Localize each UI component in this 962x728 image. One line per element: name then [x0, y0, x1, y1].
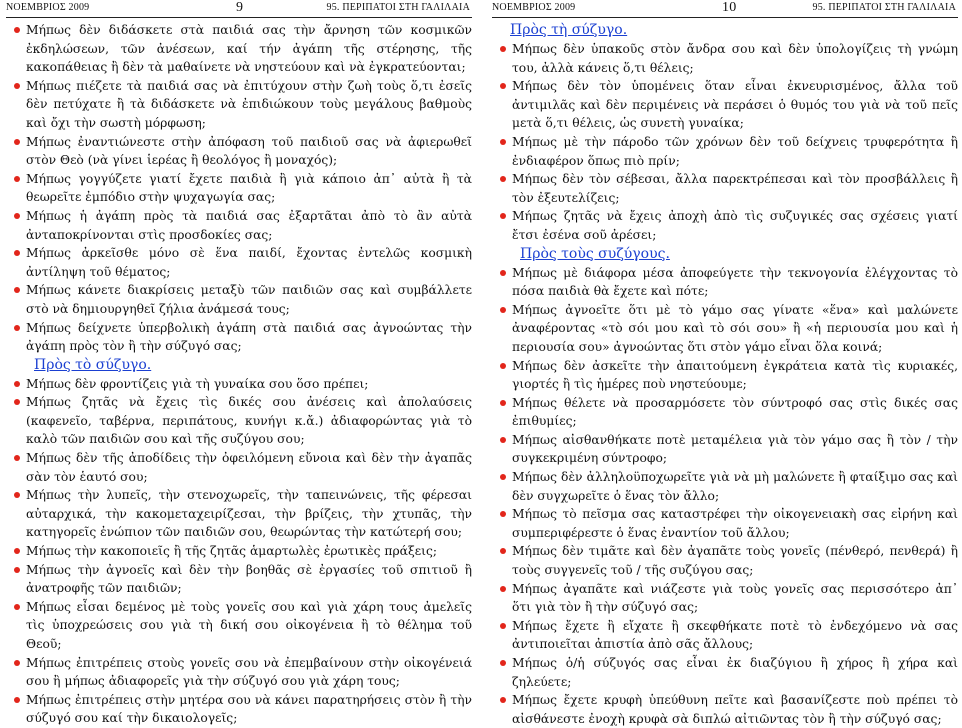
question-text: Μήπως δὲν τιμᾶτε καὶ δὲν ἀγαπᾶτε τοὺς γονεῖς (πένθερό, πενθερά) ἢ τοὺς συγγενεῖς τοῦ / τῆς συζύγου σας; [512, 544, 958, 578]
bullet-dot-icon [500, 307, 506, 313]
bullet-dot-icon [14, 455, 20, 461]
question-item [498, 468, 958, 505]
question-text: Μήπως δείχνετε ὑπερβολικὴ ἀγάπη στὰ παιδιά σας ἀγνοώντας τὴν ἀγάπη πρὸς τὸν ἢ τὴν σύζυγό σας; [26, 320, 472, 354]
section-heading-to-wife[interactable]: Πρὸς τὴ σύζυγο. [510, 22, 628, 38]
question-text: Μήπως ἔχετε κρυφὴ ὑπεύθυνη πεῖτε καὶ βασανίζεστε ποὺ πρέπει τὸ αἰσθάνεστε ἐνοχὴ κρυφὰ σὰ διπλώ αἰτιῶντας τὸν ἢ τὴν σύζυγό σας; [512, 693, 958, 726]
question-text: Μήπως ἡ ἀγάπη πρὸς τὰ παιδιά σας ἐξαρτᾶται ἀπὸ τὸ ἂν αὐτὰ ἀνταποκρίνονται στὶς προσδοκίες σας; [26, 208, 472, 242]
page-number: 10 [722, 0, 737, 15]
question-item [12, 375, 472, 394]
right-running-header [492, 0, 962, 16]
right-page-content [492, 18, 962, 728]
page-number: 9 [236, 0, 244, 15]
question-text: Μήπως δὲν τὸν σέβεσαι, ἄλλα παρεκτρέπεσαι καὶ τὸν προσβάλλεις ἢ τὸν ἐξευτελίζεις; [512, 172, 958, 205]
question-item [498, 691, 958, 728]
question-item [498, 207, 958, 244]
question-text: Μήπως γογγύζετε γιατί ἔχετε παιδιὰ ἢ γιὰ κάποιο ἀπ᾽ αὐτὰ ἢ τὰ θεωρεῖτε ἐμπόδιο στὴν ψυχαγωγία σας; [26, 171, 472, 205]
bullet-dot-icon [14, 399, 20, 405]
bullet-dot-icon [500, 400, 506, 406]
question-text: Μήπως θέλετε νὰ προσαρμόσετε τὸν σύντροφό σας στὶς δικές σας ἐπιθυμίες; [512, 395, 958, 429]
question-item [12, 319, 472, 356]
bullet-dot-icon [500, 511, 506, 517]
right-question-list-b [498, 264, 958, 728]
question-text: Μήπως ζητᾶς νὰ ἔχεις τὶς δικές σου ἀνέσεις καὶ ἀπολαύσεις (καφενεῖο, ταβέρνα, περιπάτους, κυνήγι κ.ἄ.) ἀδιαφορώντας γιὰ τὸ καλὸ τῶν παιδιῶν σου καὶ τῆς συζύγου σου; [26, 395, 472, 447]
bullet-dot-icon [500, 46, 506, 52]
question-text: Μήπως δὲν τὸν ὑπομένεις ὅταν εἶναι ἐκνευρισμένος, ἄλλα τοῦ ἀντιμιλᾶς καὶ δὲν περιμένεις νὰ περάσει ὁ θυμός του γιὰ νὰ τοῦ πεῖς μετὰ ὅ,τι θέλεις, ὡς συνετὴ γυναίκα; [512, 79, 958, 131]
bullet-dot-icon [14, 250, 20, 256]
question-item [498, 431, 958, 468]
bullet-dot-icon [14, 287, 20, 293]
bullet-dot-icon [500, 437, 506, 443]
question-text: Μήπως ζητᾶς νὰ ἔχεις ἀποχὴ ἀπὸ τὶς συζυγικές σας σχέσεις γιατί ἔτσι ἐσένα σοῦ ἀρέσει; [512, 209, 958, 242]
bullet-dot-icon [500, 697, 506, 703]
bullet-dot-icon [500, 586, 506, 592]
question-item [12, 598, 472, 654]
right-question-list-a [498, 40, 958, 245]
question-item [498, 301, 958, 357]
question-text: Μήπως δὲν ὑπακοῦς στὸν ἄνδρα σου καὶ δὲν ὑπολογίζεις τὴ γνώμη του, ἀλλὰ κάνεις ὅ,τι θέλεις; [512, 42, 958, 75]
question-item [498, 394, 958, 431]
question-text: Μήπως ἀρκεῖσθε μόνο σὲ ἕνα παιδί, ἔχοντας ἐντελῶς κοσμικὴ ἀντίληψη τοῦ θέματος; [26, 246, 472, 279]
bullet-dot-icon [14, 697, 20, 703]
bullet-dot-icon [500, 83, 506, 89]
question-item [12, 133, 472, 170]
question-item [12, 281, 472, 318]
question-item [12, 77, 472, 133]
left-question-list-a [12, 21, 472, 356]
question-item [12, 542, 472, 561]
question-item [498, 40, 958, 77]
question-text: Μήπως ἐπιτρέπεις στὴν μητέρα σου νὰ κάνει παρατηρήσεις στὸν ἢ τὴν σύζυγό σου καί τὴν δικαιολογεῖς; [26, 692, 472, 726]
bullet-dot-icon [500, 474, 506, 480]
bullet-dot-icon [14, 548, 20, 554]
question-text: Μήπως δὲν ἀσκεῖτε τὴν ἀπαιτούμενη ἐγκράτεια κατὰ τὶς κυριακές, γιορτές ἢ τὶς ἡμέρες ποὺ νηστεύουμε; [512, 358, 958, 392]
right-page [492, 0, 962, 726]
bullet-dot-icon [500, 623, 506, 629]
bullet-dot-icon [500, 548, 506, 554]
question-text: Μήπως ἐναντιώνεστε στὴν ἀπόφαση τοῦ παιδιοῦ σας νὰ ἀφιερωθεῖ στὸν Θεὸ (νὰ γίνει ἱερέας ἢ θεολόγος ἢ μοναχός); [26, 134, 472, 168]
question-text: Μήπως δὲν τῆς ἀποδίδεις τὴν ὀφειλόμενη εὔνοια καὶ δὲν τὴν ἀγαπᾶς σὰν τὸν ἑαυτό σου; [26, 451, 472, 484]
question-item [12, 561, 472, 598]
question-item [12, 207, 472, 244]
question-item [12, 691, 472, 728]
question-text: Μήπως ὁ/ἡ σύζυγός σας εἶναι ἐκ διαζύγιου ἢ χήρος ἢ χήρα καὶ ζηλεύετε; [512, 656, 958, 689]
bullet-dot-icon [14, 660, 20, 666]
question-text: Μήπως δὲν διδάσκετε στὰ παιδιά σας τὴν ἄρνηση τῶν κοσμικῶν ἐκδηλώσεων, τῶν ἀνέσεων, καί τήν ἀγάπη τῆς στέρησης, τῆς κακοπάθειας ἢ δὲν τὰ μαθαίνετε νὰ νηστεύουν καὶ νὰ ἐγκρατεύονται; [26, 23, 472, 75]
left-page-content [6, 18, 476, 728]
bullet-dot-icon [500, 363, 506, 369]
question-text: Μήπως κάνετε διακρίσεις μεταξὺ τῶν παιδιῶν σας καὶ συμβάλλετε στὸ νὰ δημιουργηθεῖ ζήλια ἀνάμεσά τους; [26, 283, 472, 316]
bullet-dot-icon [14, 83, 20, 89]
left-page [6, 0, 476, 726]
question-item [12, 170, 472, 207]
issue-title: 95. ΠΕΡΙΠΑΤΟΙ ΣΤΗ ΓΑΛΙΛΑΙΑ [812, 2, 956, 13]
question-item [498, 133, 958, 170]
bullet-dot-icon [500, 176, 506, 182]
bullet-dot-icon [500, 660, 506, 666]
question-item [498, 170, 958, 207]
section-heading-to-husband[interactable]: Πρὸς τὸ σύζυγο. [34, 356, 152, 373]
question-item [12, 654, 472, 691]
question-item [498, 357, 958, 394]
issue-title: 95. ΠΕΡΙΠΑΤΟΙ ΣΤΗ ΓΑΛΙΛΑΙΑ [326, 2, 470, 13]
bullet-dot-icon [500, 213, 506, 219]
bullet-dot-icon [14, 325, 20, 331]
question-item [12, 393, 472, 449]
question-item [498, 505, 958, 542]
left-running-header [6, 0, 476, 16]
bullet-dot-icon [14, 213, 20, 219]
bullet-dot-icon [14, 604, 20, 610]
section-heading-to-spouses[interactable]: Πρὸς τοὺς συζύγους. [520, 245, 670, 262]
question-text: Μήπως ἐπιτρέπεις στοὺς γονεῖς σου νὰ ἐπεμβαίνουν στὴν οἰκογένειά σου ἢ μήπως ἀδιαφορεῖς γιὰ τὴν σύζυγό σου γιὰ χάρη τους; [26, 655, 472, 689]
question-item [12, 449, 472, 486]
bullet-dot-icon [14, 139, 20, 145]
question-item [498, 77, 958, 133]
bullet-dot-icon [14, 381, 20, 387]
bullet-dot-icon [14, 567, 20, 573]
issue-date: ΝΟΕΜΒΡΙΟΣ 2009 [492, 2, 576, 13]
question-item [12, 21, 472, 77]
question-text: Μήπως ἀγαπᾶτε καὶ νιάζεστε γιὰ τοὺς γονεῖς σας περισσότερο ἀπ᾽ ὅτι γιὰ τὸν ἢ τὴν σύζυγό σας; [512, 581, 958, 615]
left-question-list-b [12, 375, 472, 728]
question-text: Μήπως δὲν ἀλληλοϋποχωρεῖτε γιὰ νὰ μὴ μαλώνετε ἢ φταίξιμο σας καὶ δὲν συγχωρεῖτε ὁ ἕνας τὸν ἄλλο; [512, 470, 958, 503]
question-text: Μήπως τὴν κακοποιεῖς ἢ τῆς ζητᾶς ἁμαρτωλὲς ἐρωτικὲς πράξεις; [26, 544, 437, 559]
question-item [498, 617, 958, 654]
question-text: Μήπως μὲ διάφορα μέσα ἀποφεύγετε τὴν τεκνογονία ἐλέγχοντας τὸ πόσα παιδιὰ θὰ ἔχετε καὶ πότε; [512, 265, 958, 299]
question-text: Μήπως πιέζετε τὰ παιδιά σας νὰ ἐπιτύχουν στὴν ζωὴ τοὺς ὅ,τι ἐσεῖς δὲν πετύχατε ἢ τὰ διδάσκετε νὰ ἐπιδιώκουν τοὺς μεγάλους βαθμοὺς καὶ ὄχι τὴν σωστὴ μόρφωση; [26, 78, 472, 130]
question-item [498, 264, 958, 301]
question-item [498, 654, 958, 691]
issue-date: ΝΟΕΜΒΡΙΟΣ 2009 [6, 2, 90, 13]
question-text: Μήπως τὸ πεῖσμα σας καταστρέφει τὴν οἰκογενειακὴ σας εἰρήνη καὶ συμπεριφέρεστε ὁ ἕνας ἐναντίον τοῦ ἄλλου; [512, 507, 958, 540]
question-item [498, 580, 958, 617]
question-text: Μήπως αἰσθανθήκατε ποτὲ μεταμέλεια γιὰ τὸν γάμο σας ἢ τὸν / τὴν συγκεκριμένη σύντροφο; [512, 432, 958, 466]
question-text: Μήπως τὴν ἀγνοεῖς καὶ δὲν τὴν βοηθᾶς σὲ ἐργασίες τοῦ σπιτιοῦ ἢ ἀνατροφῆς τῶν παιδιῶν; [26, 562, 472, 596]
question-text: Μήπως μὲ τὴν πάροδο τῶν χρόνων δὲν τοῦ δείχνεις τρυφερότητα ἢ ἐνδιαφέρον ὅπως πιὸ πρίν; [512, 134, 958, 168]
question-item [12, 244, 472, 281]
question-item [498, 542, 958, 579]
bullet-dot-icon [500, 139, 506, 145]
question-text: Μήπως εἶσαι δεμένος μὲ τοὺς γονεῖς σου καὶ γιὰ χάρη τους ἀμελεῖς τὶς ὑποχρεώσεις σου γιὰ τὴ δική σου οἰκογένεια ἢ τὸ θέλημα τοῦ Θεοῦ; [26, 599, 472, 651]
question-text: Μήπως δὲν φροντίζεις γιὰ τὴ γυναίκα σου ὅσο πρέπει; [26, 376, 369, 391]
question-text: Μήπως τὴν λυπεῖς, τὴν στενοχωρεῖς, τὴν ταπεινώνεις, τῆς φέρεσαι αὐταρχικά, τὴν κακομεταχειρίζεσαι, τὴν βρίζεις, τὴν χτυπᾶς, τὴν κατηγορεῖς ἐνώπιον τῶν παιδιῶν σου, θεωρώντας τὴν κατώτερή σου; [26, 488, 472, 540]
question-text: Μήπως ἔχετε ἢ εἴχατε ἢ σκεφθήκατε ποτὲ τὸ ἐνδεχόμενο νὰ σας ἀντιποιεῖται ἀπιστία ἀπὸ σᾶς ἄλλους; [512, 618, 958, 652]
question-item [12, 486, 472, 542]
bullet-dot-icon [14, 492, 20, 498]
bullet-dot-icon [500, 270, 506, 276]
bullet-dot-icon [14, 27, 20, 33]
question-text: Μήπως ἀγνοεῖτε ὅτι μὲ τὸ γάμο σας γίνατε «ἕνα» καὶ μαλώνετε ἀναφέροντας «τὸ σόι μου καὶ τὸ σόι σου» ἢ «ἡ περιουσία μου καὶ ἡ περιουσία σου» ἀγνοώντας ὅτι στὸν γάμο εἶναι ὅλα κοινά; [512, 302, 958, 354]
bullet-dot-icon [14, 176, 20, 182]
